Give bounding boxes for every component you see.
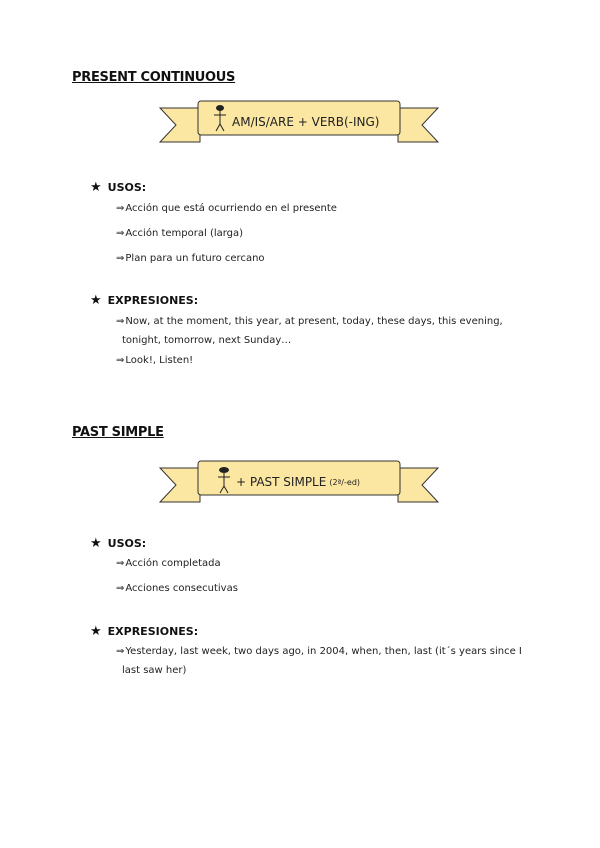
double-arrow-icon: ⇒ <box>116 253 125 264</box>
banner <box>158 458 440 506</box>
double-arrow-icon: ⇒ <box>116 316 125 327</box>
double-arrow-icon: ⇒ <box>116 558 125 569</box>
banner-formula: AM/IS/ARE + VERB(-ING) <box>232 115 380 129</box>
double-arrow-icon: ⇒ <box>116 583 125 594</box>
star-icon: ★ <box>90 180 102 195</box>
list-item: ⇒Plan para un futuro cercano <box>116 253 265 264</box>
double-arrow-icon: ⇒ <box>116 355 125 366</box>
banner-formula: + PAST SIMPLE <box>236 475 327 489</box>
list-item-continuation: tonight, tomorrow, next Sunday… <box>122 335 292 346</box>
double-arrow-icon: ⇒ <box>116 646 125 657</box>
banner-text <box>236 458 360 506</box>
banner-text <box>232 98 380 146</box>
star-icon: ★ <box>90 293 102 308</box>
double-arrow-icon: ⇒ <box>116 228 125 239</box>
usos-heading <box>90 536 146 551</box>
expresiones-label: EXPRESIONES: <box>107 625 199 638</box>
list-item: ⇒Acción completada <box>116 558 221 569</box>
star-icon: ★ <box>90 624 102 639</box>
list-item: ⇒Now, at the moment, this year, at present, today, these days, this evening, <box>116 316 503 327</box>
usos-label: USOS: <box>107 181 147 194</box>
usos-heading <box>90 180 146 195</box>
list-item: ⇒Acciones consecutivas <box>116 583 238 594</box>
list-item: ⇒Yesterday, last week, two days ago, in 2004, when, then, last (it´s years since I <box>116 646 522 657</box>
list-item: ⇒Acción temporal (larga) <box>116 228 244 239</box>
usos-label: USOS: <box>107 537 147 550</box>
list-item: ⇒Acción que está ocurriendo en el presente <box>116 203 337 214</box>
section-title: PAST SIMPLE <box>72 425 164 440</box>
banner <box>158 98 440 146</box>
list-item-continuation: last saw her) <box>122 665 187 676</box>
expresiones-heading <box>90 624 198 639</box>
banner-subtext: (2ª/-ed) <box>329 477 361 487</box>
section-title: PRESENT CONTINUOUS <box>72 70 236 85</box>
list-item: ⇒Look!, Listen! <box>116 355 194 366</box>
star-icon: ★ <box>90 536 102 551</box>
expresiones-label: EXPRESIONES: <box>107 294 199 307</box>
double-arrow-icon: ⇒ <box>116 203 125 214</box>
expresiones-heading <box>90 293 198 308</box>
